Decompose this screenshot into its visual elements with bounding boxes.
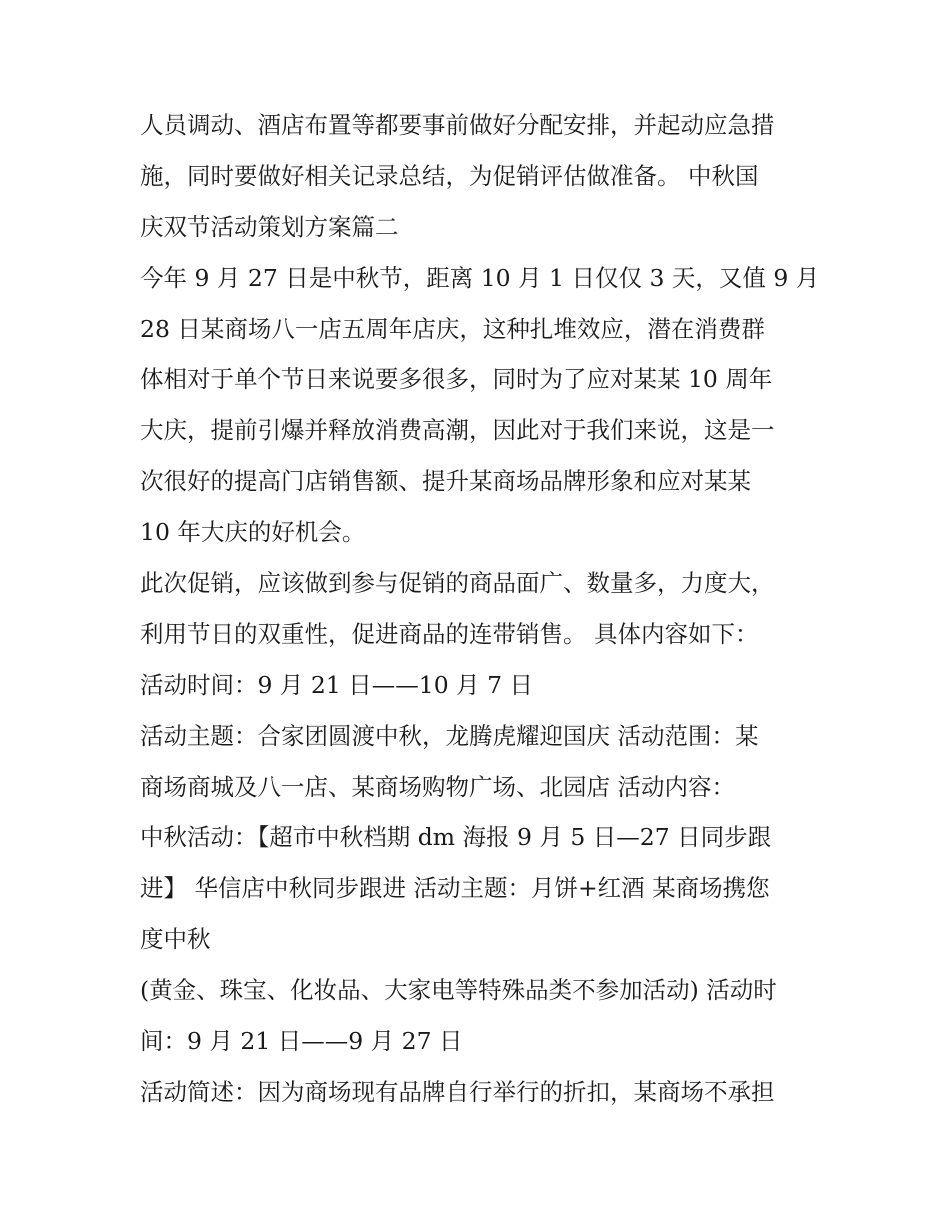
text-line: 活动简述：因为商场现有品牌自行举行的折扣，某商场不承担 <box>140 1077 775 1106</box>
text-line: 进】 华信店中秋同步跟进 活动主题：月饼+红酒 某商场携您 <box>140 874 770 903</box>
text-line: 今年 9 月 27 日是中秋节，距离 10 月 1 日仅仅 3 天，又值 9 月 <box>140 263 820 292</box>
text-line: (黄金、珠宝、化妆品、大家电等特殊品类不参加活动) 活动时 <box>140 976 777 1005</box>
text-line: 此次促销，应该做到参与促销的商品面广、数量多，力度大， <box>140 569 775 598</box>
text-line: 大庆，提前引爆并释放消费高潮，因此对于我们来说，这是一 <box>140 416 775 445</box>
text-line: 中秋活动：【超市中秋档期 dm 海报 9 月 5 日—27 日同步跟 <box>140 823 772 852</box>
text-line: 人员调动、酒店布置等都要事前做好分配安排，并起动应急措 <box>140 111 775 139</box>
text-line: 10 年大庆的好机会。 <box>140 518 366 547</box>
text-line: 商场商城及八一店、某商场购物广场、北园店 活动内容： <box>140 772 735 801</box>
text-line: 庆双节活动策划方案篇二 <box>140 212 399 241</box>
text-line: 活动主题：合家团圆渡中秋，龙腾虎耀迎国庆 活动范围：某 <box>140 721 759 750</box>
text-line: 施，同时要做好相关记录总结，为促销评估做准备。 中秋国 <box>140 161 759 190</box>
text-line: 间：9 月 21 日——9 月 27 日 <box>140 1027 463 1056</box>
text-line: 体相对于单个节日来说要多很多，同时为了应对某某 10 周年 <box>140 365 773 394</box>
text-line: 次很好的提高门店销售额、提升某商场品牌形象和应对某某 <box>140 467 751 496</box>
text-line: 度中秋 <box>140 925 211 954</box>
text-line: 活动时间：9 月 21 日——10 月 7 日 <box>140 670 534 699</box>
body-text <box>140 100 820 1118</box>
text-line: 利用节日的双重性，促进商品的连带销售。 具体内容如下： <box>140 619 759 648</box>
text-line: 28 日某商场八一店五周年店庆，这种扎堆效应，潜在消费群 <box>140 314 765 343</box>
